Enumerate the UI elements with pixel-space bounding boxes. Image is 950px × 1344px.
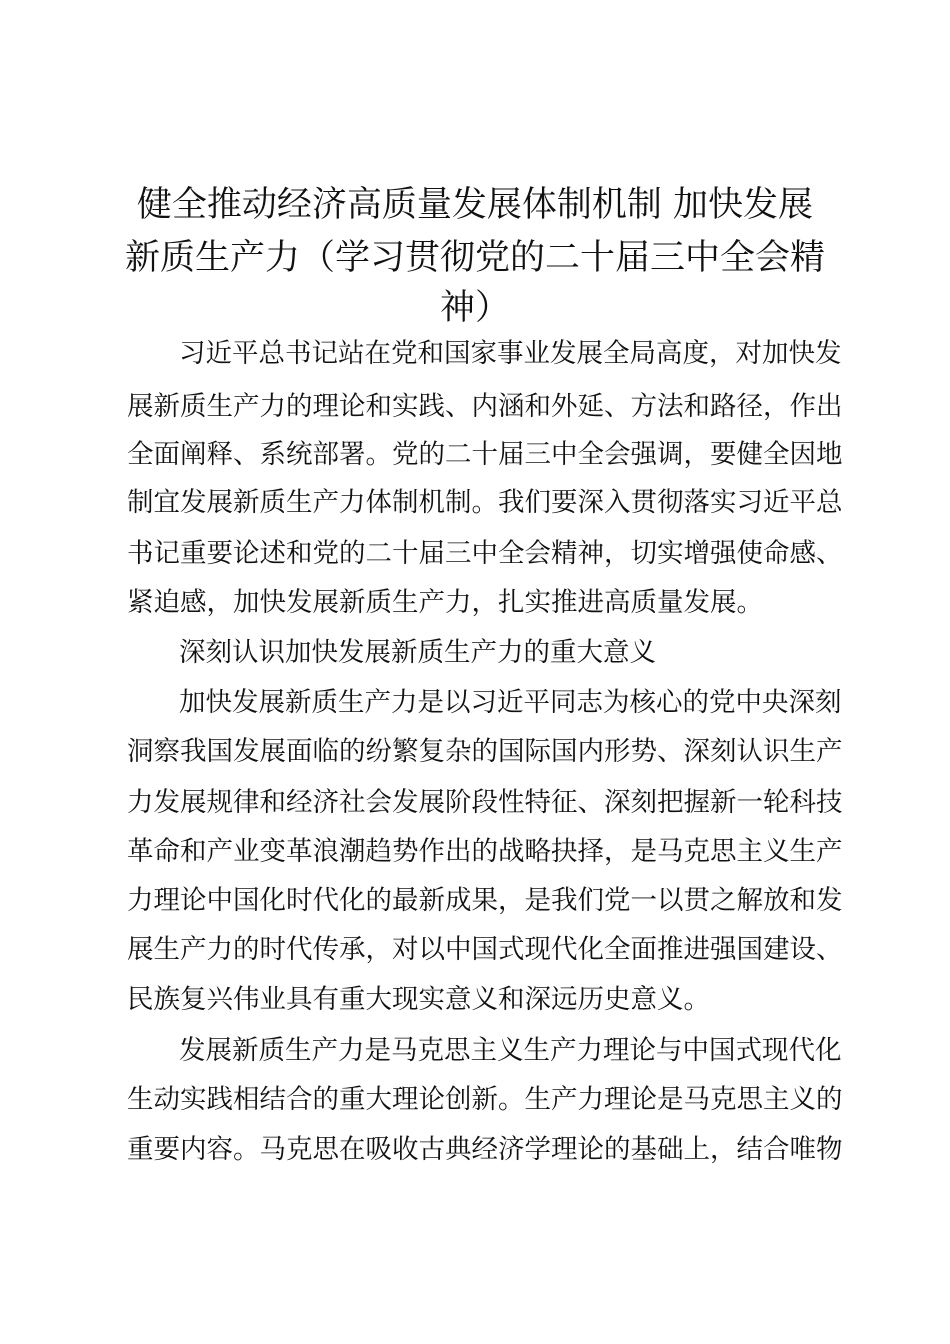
paragraph-line: 生动实践相结合的重大理论创新。生产力理论是马克思主义的 [127,1084,843,1115]
paragraph-line: 力发展规律和经济社会发展阶段性特征、深刻把握新一轮科技 [127,787,843,818]
paragraph-line: 展新质生产力的理论和实践、内涵和外延、方法和路径，作出 [127,391,843,422]
title-line-1: 健全推动经济高质量发展体制机制 加快发展 [136,185,814,225]
title-line-2: 新质生产力（学习贯彻党的二十届三中全会精 [124,238,825,278]
paragraph-line: 洞察我国发展面临的纷繁复杂的国际国内形势、深刻认识生产 [127,736,843,767]
paragraph-line: 紧迫感，加快发展新质生产力，扎实推进高质量发展。 [127,587,763,618]
paragraph-line: 民族复兴伟业具有重大现实意义和深远历史意义。 [127,984,710,1015]
paragraph-line: 书记重要论述和党的二十届三中全会精神，切实增强使命感、 [127,538,843,569]
paragraph-line: 革命和产业变革浪潮趋势作出的战略抉择，是马克思主义生产 [127,836,843,867]
paragraph-line: 发展新质生产力是马克思主义生产力理论与中国式现代化 [179,1035,842,1066]
paragraph-line: 展生产力的时代传承，对以中国式现代化全面推进强国建设、 [127,934,843,965]
paragraph-line: 制宜发展新质生产力体制机制。我们要深入贯彻落实习近平总 [127,487,843,518]
paragraph-line: 重要内容。马克思在吸收古典经济学理论的基础上，结合唯物 [127,1134,843,1165]
paragraph-line: 习近平总书记站在党和国家事业发展全局高度，对加快发 [179,338,842,369]
paragraph-line: 全面阐释、系统部署。党的二十届三中全会强调，要健全因地 [127,439,843,470]
section-heading-text: 深刻认识加快发展新质生产力的重大意义 [179,637,656,668]
title-line-3: 神） [439,288,510,328]
paragraph-line: 力理论中国化时代化的最新成果，是我们党一以贯之解放和发 [127,885,843,916]
paragraph-line: 加快发展新质生产力是以习近平同志为核心的党中央深刻 [179,687,842,718]
